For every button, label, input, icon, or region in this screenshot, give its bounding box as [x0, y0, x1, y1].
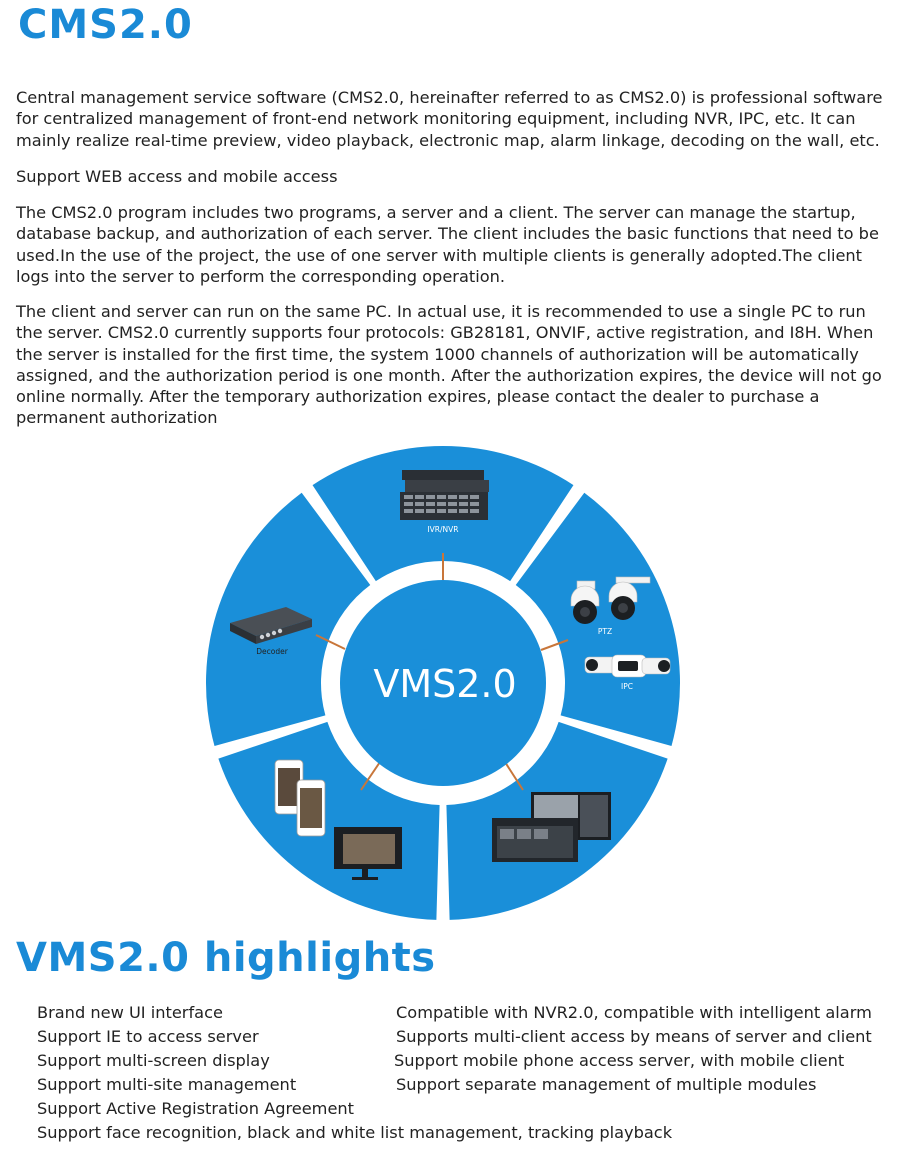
highlight-item: Support mobile phone access server, with mobile client: [394, 1051, 845, 1070]
nvr-rack-icon: [400, 470, 489, 520]
highlight-item: Support multi-site management: [37, 1075, 297, 1094]
highlight-item: Support face recognition, black and white list management, tracking playback: [37, 1123, 673, 1142]
highlight-item: Support separate management of multiple modules: [396, 1075, 817, 1094]
intro-paragraph-3: The CMS2.0 program includes two programs, a server and a client. The server can manage the startup, database backup, and authorization of each server. The client includes the basic functions that need to be used.In the use of the project, the use of one server with multiple clients is generally adopted.The client logs into the server to perform the corresponding operation.: [16, 203, 879, 286]
highlights-title: VMS2.0 highlights: [16, 935, 436, 981]
decoder-label: Decoder: [256, 647, 288, 656]
page-title: CMS2.0: [18, 2, 193, 48]
center-label: VMS2.0: [373, 662, 517, 706]
ptz-label: PTZ: [597, 627, 613, 636]
highlight-item: Support IE to access server: [37, 1027, 259, 1046]
intro-paragraph-2: Support WEB access and mobile access: [16, 167, 338, 186]
highlight-item: Brand new UI interface: [37, 1003, 223, 1022]
vms-diagram: [0, 440, 903, 930]
highlight-item: Support Active Registration Agreement: [37, 1099, 355, 1118]
intro-paragraph-1: Central management service software (CMS2.0, hereinafter referred to as CMS2.0) is professional software for centralized management of front-end network monitoring equipment, including NVR, IPC, etc. It can mainly realize real-time preview, video playback, electronic map, alarm linkage, decoding on the wall, etc.: [16, 88, 883, 150]
highlight-item: Compatible with NVR2.0, compatible with intelligent alarm: [396, 1003, 872, 1022]
nvr-label: IVR/NVR: [427, 525, 459, 534]
intro-paragraph-4: The client and server can run on the same PC. In actual use, it is recommended to use a single PC to run the server. CMS2.0 currently supports four protocols: GB28181, ONVIF, active registration, and I8H. When the server is installed for the first time, the system 1000 channels of authorization will be automatically assigned, and the authorization period is one month. After the authorization expires, the device will not go online normally. After the temporary authorization expires, please contact the dealer to purchase a permanent authorization: [16, 302, 882, 428]
highlight-item: Supports multi-client access by means of server and client: [396, 1027, 872, 1046]
highlight-item: Support multi-screen display: [37, 1051, 270, 1070]
ipc-label: IPC: [621, 682, 633, 691]
